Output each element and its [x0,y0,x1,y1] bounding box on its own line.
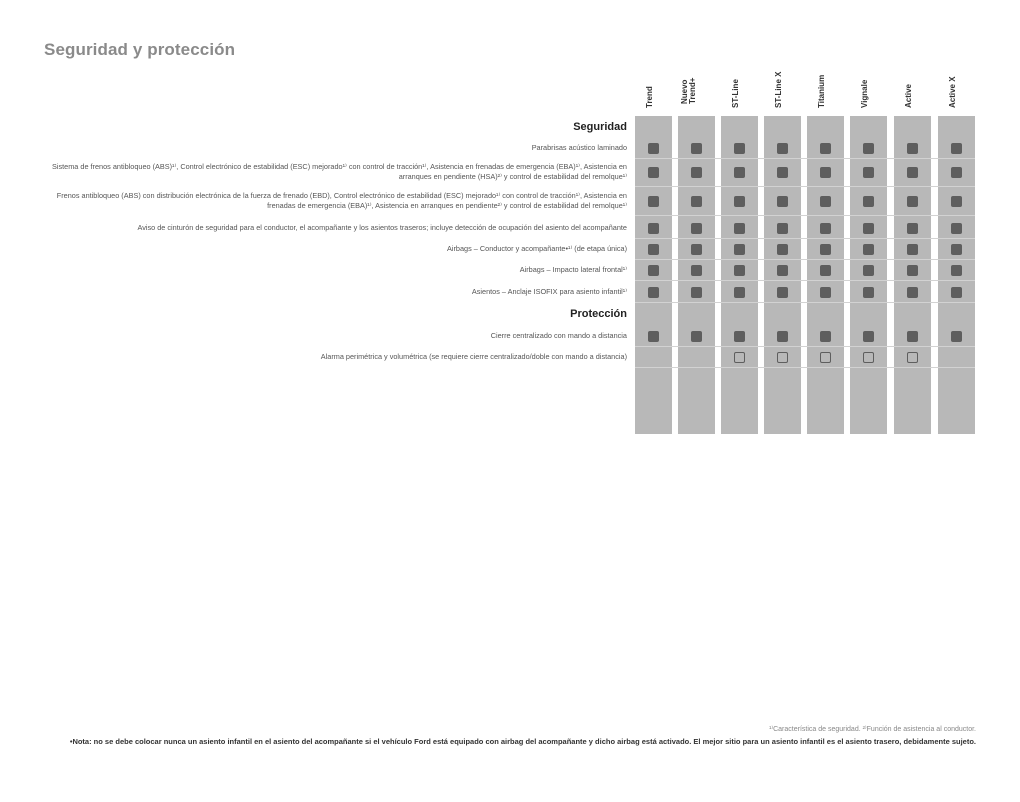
standard-feature-mark [777,167,788,178]
row-divider [635,158,975,159]
row-divider [635,238,975,239]
standard-feature-mark [951,265,962,276]
standard-feature-mark [648,331,659,342]
standard-feature-mark [734,265,745,276]
standard-feature-mark [907,223,918,234]
column-header-label: Active [903,83,913,108]
row-divider [635,215,975,216]
column-header-label: ST-Line [730,79,740,108]
section-title: Protección [570,308,627,320]
standard-feature-mark [734,287,745,298]
feature-label: Airbags – Conductor y acompañante•¹⁾ (de etapa única) [447,244,627,253]
standard-feature-mark [691,223,702,234]
column-header [850,48,887,112]
standard-feature-mark [951,196,962,207]
standard-feature-mark [907,287,918,298]
standard-feature-mark [734,143,745,154]
standard-feature-mark [648,196,659,207]
column-header [635,48,672,112]
standard-feature-mark [907,143,918,154]
standard-feature-mark [777,223,788,234]
standard-feature-mark [907,167,918,178]
standard-feature-mark [863,265,874,276]
optional-feature-mark [907,352,918,363]
standard-feature-mark [734,331,745,342]
standard-feature-mark [777,287,788,298]
feature-label: Frenos antibloqueo (ABS) con distribución electrónica de la fuerza de frenado (EBD), Control electrónico de estabilidad (ESC) mejorado¹⁾ con control de tracción¹⁾, Asistencia en frenadas de emergencia (EBA)¹⁾, Asistencia en arranques en pendiente²⁾ y control de estabilidad del remolque¹⁾ [56,191,627,210]
standard-feature-mark [691,196,702,207]
column-header-label: Trend [644,86,654,108]
standard-feature-mark [777,265,788,276]
standard-feature-mark [907,196,918,207]
standard-feature-mark [863,287,874,298]
standard-feature-mark [691,287,702,298]
feature-label: Sistema de frenos antibloqueo (ABS)¹⁾, Control electrónico de estabilidad (ESC) mejorado¹⁾ con control de tracción¹⁾, Asistencia en frenadas de emergencia (EBA)¹⁾, Asistencia en arranques en pendiente (HSA)²⁾ y control de estabilidad del remolque¹⁾ [52,162,627,181]
standard-feature-mark [863,167,874,178]
column-header [678,48,715,112]
row-divider [635,186,975,187]
standard-feature-mark [734,167,745,178]
standard-feature-mark [777,143,788,154]
optional-feature-mark [863,352,874,363]
column-header-label: Vignale [859,79,869,108]
column-header [764,48,801,112]
standard-feature-mark [734,223,745,234]
row-divider [635,259,975,260]
standard-feature-mark [863,331,874,342]
standard-feature-mark [691,331,702,342]
standard-feature-mark [863,143,874,154]
standard-feature-mark [820,265,831,276]
standard-feature-mark [777,196,788,207]
optional-feature-mark [820,352,831,363]
page-title: Seguridad y protección [44,40,236,59]
standard-feature-mark [863,223,874,234]
column-header [807,48,844,112]
feature-label: Alarma perimétrica y volumétrica (se requiere cierre centralizado/doble con mando a distancia) [320,352,627,361]
standard-feature-mark [820,167,831,178]
standard-feature-mark [820,143,831,154]
standard-feature-mark [951,331,962,342]
column-header [938,48,975,112]
column-header-label: Active X [947,76,957,108]
standard-feature-mark [691,143,702,154]
standard-feature-mark [777,331,788,342]
standard-feature-mark [734,244,745,255]
standard-feature-mark [691,265,702,276]
row-divider [635,280,975,281]
feature-label: Asientos – Anclaje ISOFIX para asiento infantil¹⁾ [471,287,627,296]
optional-feature-mark [777,352,788,363]
standard-feature-mark [820,287,831,298]
standard-feature-mark [951,244,962,255]
standard-feature-mark [648,244,659,255]
standard-feature-mark [648,167,659,178]
standard-feature-mark [907,331,918,342]
standard-feature-mark [648,287,659,298]
standard-feature-mark [951,287,962,298]
column-header [721,48,758,112]
column-header [894,48,931,112]
standard-feature-mark [907,265,918,276]
feature-label: Parabrisas acústico laminado [531,143,627,152]
standard-feature-mark [648,223,659,234]
standard-feature-mark [820,196,831,207]
feature-label: Cierre centralizado con mando a distancia [490,331,627,340]
standard-feature-mark [863,196,874,207]
standard-feature-mark [863,244,874,255]
standard-feature-mark [951,223,962,234]
standard-feature-mark [691,167,702,178]
column-header-label: Nuevo Trend+ [679,77,697,104]
standard-feature-mark [648,265,659,276]
standard-feature-mark [951,143,962,154]
row-divider [635,302,975,303]
standard-feature-mark [820,244,831,255]
standard-feature-mark [820,331,831,342]
standard-feature-mark [734,196,745,207]
standard-feature-mark [691,244,702,255]
column-header-label: ST-Line X [773,71,783,108]
row-divider [635,367,975,368]
optional-feature-mark [734,352,745,363]
safety-note: •Nota: no se debe colocar nunca un asiento infantil en el asiento del acompañante si el vehículo Ford está equipado con airbag del acompañante y dicho airbag está activado. El mejor sitio para un asiento infantil es el asiento trasero, debidamente sujeto. [69,737,976,746]
feature-label: Airbags – Impacto lateral frontal¹⁾ [519,265,627,274]
row-divider [635,346,975,347]
standard-feature-mark [820,223,831,234]
feature-label: Aviso de cinturón de seguridad para el conductor, el acompañante y los asientos traseros; incluye detección de ocupación del asiento del acompañante [137,223,627,232]
standard-feature-mark [648,143,659,154]
footnote: ¹⁾Característica de seguridad. ²⁾Función de asistencia al conductor. [769,726,976,733]
standard-feature-mark [907,244,918,255]
section-title: Seguridad [573,121,627,133]
column-header-label: Titanium [816,74,826,108]
standard-feature-mark [951,167,962,178]
standard-feature-mark [777,244,788,255]
